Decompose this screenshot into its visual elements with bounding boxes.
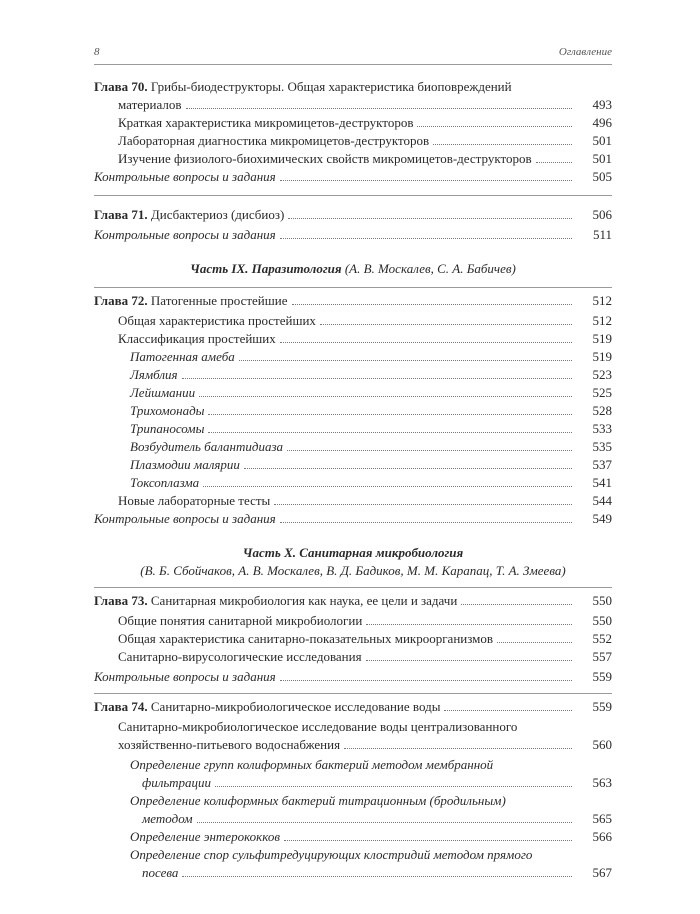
- leader-dots: [497, 630, 572, 643]
- leader-dots: [292, 292, 572, 305]
- entry-text: Патогенная амеба: [130, 349, 235, 364]
- running-header: [94, 44, 612, 64]
- part-10-authors: [94, 562, 612, 580]
- entry-text: Определение энтерококков: [130, 829, 280, 844]
- toc-entry[interactable]: [94, 150, 612, 168]
- chapter-title-text: Патогенные простейшие: [150, 293, 288, 308]
- entry-text: посева: [142, 865, 179, 880]
- toc-entry[interactable]: [94, 648, 612, 666]
- leader-dots: [288, 206, 572, 219]
- page-ref: 533: [592, 421, 612, 436]
- leader-dots: [366, 648, 572, 661]
- chapter-label: Глава 74.: [94, 699, 148, 714]
- entry-text: Общая характеристика простейших: [118, 313, 316, 328]
- toc-entry-questions[interactable]: [94, 168, 612, 186]
- part-9-heading: [94, 260, 612, 278]
- page-ref: 523: [592, 367, 612, 382]
- page-ref: 506: [592, 207, 612, 222]
- toc-subentry[interactable]: [94, 774, 612, 792]
- entry-text: Лямблия: [130, 367, 178, 382]
- leader-dots: [280, 168, 572, 181]
- leader-dots: [280, 668, 572, 681]
- page-ref: 552: [592, 631, 612, 646]
- leader-dots: [536, 150, 572, 163]
- page-ref: 501: [592, 151, 612, 166]
- entry-text: Классификация простейших: [118, 331, 276, 346]
- chapter-title-text: Санитарная микробиология как наука, ее цели и задачи: [150, 593, 458, 608]
- toc-entry-questions[interactable]: [94, 668, 612, 686]
- toc-entry[interactable]: [94, 492, 612, 510]
- toc-entry[interactable]: [94, 330, 612, 348]
- chapter-title-text: Дисбактериоз (дисбиоз): [150, 207, 285, 222]
- toc-entry[interactable]: [94, 612, 612, 630]
- page-ref: 537: [592, 457, 612, 472]
- leader-dots: [280, 330, 572, 343]
- toc-subentry-text-line: Определение групп колиформных бактерий методом мембранной: [130, 757, 494, 772]
- leader-dots: [197, 810, 573, 823]
- toc-subentry[interactable]: [94, 420, 612, 438]
- leader-dots: [208, 420, 572, 433]
- toc-subentry[interactable]: [94, 828, 612, 846]
- page-ref: 535: [592, 439, 612, 454]
- leader-dots: [461, 592, 572, 605]
- leader-dots: [320, 312, 572, 325]
- entry-text: Санитарно-вирусологические исследования: [118, 649, 362, 664]
- toc-entry[interactable]: [94, 736, 612, 754]
- page-ref: 565: [592, 811, 612, 826]
- entry-text: фильтрации: [142, 775, 212, 790]
- chapter-label: Глава 70.: [94, 79, 148, 94]
- page-number: 8: [94, 46, 100, 58]
- page-ref: 511: [592, 227, 612, 242]
- toc-subentry[interactable]: [94, 474, 612, 492]
- page-ref: 566: [592, 829, 612, 844]
- leader-dots: [287, 438, 572, 451]
- entry-text: Токсоплазма: [130, 475, 200, 490]
- page-ref: 512: [592, 313, 612, 328]
- leader-dots: [444, 698, 572, 711]
- entry-text: хозяйственно-питьевого водоснабжения: [118, 737, 341, 752]
- entry-text: Общая характеристика санитарно-показательных микроорганизмов: [118, 631, 494, 646]
- section-divider: [94, 195, 612, 196]
- toc-subentry-text-line: Определение спор сульфитредуцирующих клостридий методом прямого: [130, 847, 533, 862]
- part-title: Часть X. Санитарная микробиология: [242, 545, 464, 560]
- section-divider: [94, 587, 612, 588]
- page-ref: 541: [592, 475, 612, 490]
- chapter-73-title[interactable]: [94, 592, 612, 610]
- leader-dots: [344, 736, 572, 749]
- chapter-70-title: [94, 78, 512, 96]
- leader-dots: [284, 828, 572, 841]
- section-divider: [94, 287, 612, 288]
- page-ref: 550: [592, 593, 612, 608]
- section-divider: [94, 693, 612, 694]
- toc-subentry[interactable]: [94, 864, 612, 882]
- page-ref: 505: [592, 169, 612, 184]
- chapter-title-text: Грибы-биодеструкторы. Общая характеристика биоповреждений: [150, 79, 512, 94]
- part-10-heading: [94, 544, 612, 562]
- toc-subentry[interactable]: [94, 348, 612, 366]
- part-title: Часть IX. Паразитология: [190, 261, 342, 276]
- page-ref: 544: [592, 493, 612, 508]
- leader-dots: [182, 366, 572, 379]
- part-authors: (В. Б. Сбойчаков, А. В. Москалев, В. Д. Бадиков, М. М. Карапац, Т. А. Змеева): [140, 563, 566, 578]
- leader-dots: [366, 612, 572, 625]
- page-ref: 550: [592, 613, 612, 628]
- page-ref: 557: [592, 649, 612, 664]
- toc-entry-questions[interactable]: [94, 226, 612, 244]
- page-ref: 493: [592, 97, 612, 112]
- entry-text: Новые лабораторные тесты: [118, 493, 271, 508]
- entry-text: Контрольные вопросы и задания: [94, 227, 276, 242]
- page-ref: 528: [592, 403, 612, 418]
- page-ref: 519: [592, 349, 612, 364]
- page-ref: 560: [592, 737, 612, 752]
- entry-text: Трипаносомы: [130, 421, 205, 436]
- page-ref: 519: [592, 331, 612, 346]
- entry-text: Трихомонады: [130, 403, 205, 418]
- part-authors: (А. В. Москалев, С. А. Бабичев): [344, 261, 516, 276]
- chapter-72-title[interactable]: [94, 292, 612, 310]
- toc-entry-questions[interactable]: [94, 510, 612, 528]
- entry-text: материалов: [118, 97, 182, 112]
- toc-entry[interactable]: [94, 96, 612, 114]
- page-ref: 567: [592, 865, 612, 880]
- leader-dots: [208, 402, 572, 415]
- page-ref: 559: [592, 669, 612, 684]
- toc-entry-text-line: Санитарно-микробиологическое исследование воды централизованного: [118, 719, 518, 734]
- toc-entry[interactable]: [94, 114, 612, 132]
- leader-dots: [280, 226, 572, 239]
- leader-dots: [274, 492, 572, 505]
- entry-text: Лейшмании: [130, 385, 196, 400]
- page-ref: 549: [592, 511, 612, 526]
- chapter-label: Глава 72.: [94, 293, 148, 308]
- header-title: Оглавление: [558, 46, 612, 58]
- leader-dots: [182, 864, 572, 877]
- page-ref: 512: [592, 293, 612, 308]
- leader-dots: [215, 774, 572, 787]
- page-ref: 501: [592, 133, 612, 148]
- leader-dots: [417, 114, 572, 127]
- chapter-71-title[interactable]: [94, 206, 612, 224]
- entry-text: Лабораторная диагностика микромицетов-деструкторов: [118, 133, 430, 148]
- entry-text: Изучение физиолого-биохимических свойств микромицетов-деструкторов: [118, 151, 532, 166]
- toc-subentry[interactable]: [94, 438, 612, 456]
- leader-dots: [280, 510, 572, 523]
- chapter-label: Глава 73.: [94, 593, 148, 608]
- toc-subentry[interactable]: [94, 384, 612, 402]
- leader-dots: [186, 96, 573, 109]
- entry-text: Плазмодии малярии: [130, 457, 240, 472]
- entry-text: Контрольные вопросы и задания: [94, 169, 276, 184]
- leader-dots: [199, 384, 572, 397]
- toc-entry[interactable]: [94, 132, 612, 150]
- toc-entry[interactable]: [94, 312, 612, 330]
- page-ref: 496: [592, 115, 612, 130]
- toc-entry[interactable]: [94, 630, 612, 648]
- chapter-74-title[interactable]: [94, 698, 612, 716]
- toc-subentry-text-line: Определение колиформных бактерий титрационным (бродильным): [130, 793, 506, 808]
- chapter-title-text: Санитарно-микробиологическое исследование воды: [150, 699, 441, 714]
- entry-text: Общие понятия санитарной микробиологии: [118, 613, 363, 628]
- page-ref: 563: [592, 775, 612, 790]
- entry-text: методом: [142, 811, 193, 826]
- header-divider: [94, 64, 612, 65]
- entry-text: Контрольные вопросы и задания: [94, 669, 276, 684]
- entry-text: Контрольные вопросы и задания: [94, 511, 276, 526]
- toc-subentry[interactable]: [94, 402, 612, 420]
- entry-text: Возбудитель балантидиаза: [130, 439, 284, 454]
- page-ref: 559: [592, 699, 612, 714]
- leader-dots: [433, 132, 572, 145]
- leader-dots: [203, 474, 572, 487]
- page-ref: 525: [592, 385, 612, 400]
- toc-subentry[interactable]: [94, 366, 612, 384]
- entry-text: Краткая характеристика микромицетов-деструкторов: [118, 115, 414, 130]
- leader-dots: [244, 456, 572, 469]
- chapter-label: Глава 71.: [94, 207, 148, 222]
- toc-subentry[interactable]: [94, 456, 612, 474]
- leader-dots: [239, 348, 572, 361]
- toc-subentry[interactable]: [94, 810, 612, 828]
